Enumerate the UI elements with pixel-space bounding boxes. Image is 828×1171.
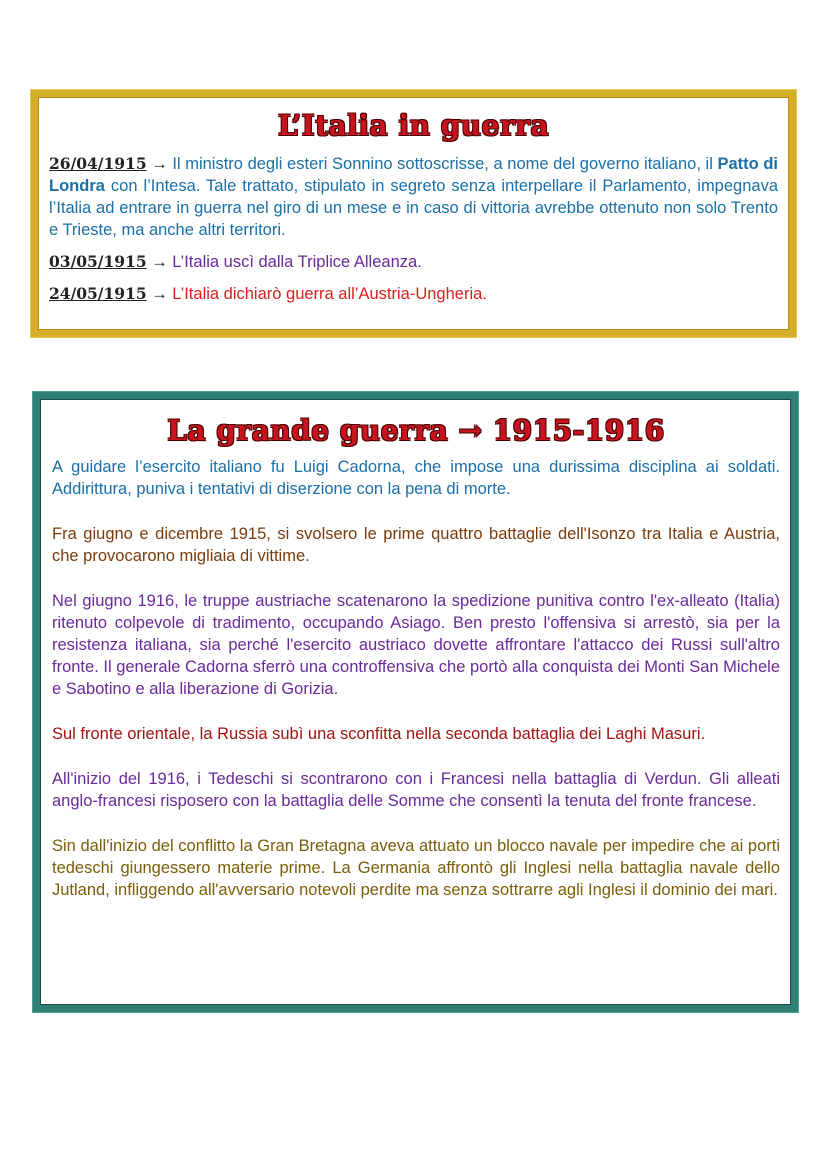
- great-war-box: [33, 392, 798, 1012]
- entry-text: L’Italia uscì dalla Triplice Alleanza.: [167, 253, 422, 271]
- entry-date: 26/04/1915: [49, 154, 147, 173]
- paragraph-isonzo: Fra giugno e dicembre 1915, si svolsero le prime quattro battaglie dell'Isonzo tra Italia e Austria, che provocarono migliaia di vittime.: [52, 525, 780, 565]
- paragraph-masuri: Sul fronte orientale, la Russia subì una sconfitta nella seconda battaglia dei Laghi Masuri.: [52, 725, 706, 743]
- entry-date: 03/05/1915: [49, 252, 147, 271]
- entry-text: L’Italia dichiarò guerra all’Austria-Ungheria.: [167, 285, 487, 303]
- paragraph-asiago: Nel giugno 1916, le truppe austriache scatenarono la spedizione punitiva contro l'ex-alleato (Italia) ritenuto colpevole di tradimento, occupando Asiago. Ben presto l'offensiva si arrestò, sia per la resistenza italiana, sia perché l'esercito austriaco dovette affrontare l'attacco dei Russi sull'altro fronte. Il generale Cadorna sferrò una controffensiva che portò alla conquista dei Monti San Michele e Sabotino e alla liberazione di Gorizia.: [52, 592, 780, 698]
- italy-at-war-box: [31, 90, 796, 337]
- entry-declaration-of-war: [49, 283, 778, 305]
- paragraph-cadorna: A guidare l’esercito italiano fu Luigi Cadorna, che impose una durissima disciplina ai soldati. Addirittura, puniva i tentativi di diserzione con la pena di morte.: [52, 458, 780, 498]
- arrow-icon: →: [151, 285, 168, 303]
- section2-title: La grande guerra → 1915-1916: [167, 414, 665, 447]
- entry-bold-text: Patto di Londra: [49, 155, 779, 195]
- section1-title: L’Italia in guerra: [277, 109, 550, 142]
- entry-triplice-alleanza: [49, 251, 778, 273]
- paragraph-jutland: Sin dall'inizio del conflitto la Gran Bretagna aveva attuato un blocco navale per impedire che ai porti tedeschi giungessero materie prime. La Germania affrontò gli Inglesi nella battaglia navale dello Jutland, infliggendo all'avversario notevoli perdite ma senza sottrarre agli Inglesi il dominio dei mari.: [52, 837, 780, 899]
- paragraph-verdun: All'inizio del 1916, i Tedeschi si scontrarono con i Francesi nella battaglia di Verdun. Gli alleati anglo-francesi risposero con la battaglia delle Somme che consentì la tenuta del fronte francese.: [52, 770, 780, 810]
- entry-text: Il ministro degli esteri Sonnino sottoscrisse, a nome del governo italiano, il: [167, 155, 718, 173]
- entry-date: 24/05/1915: [49, 284, 147, 303]
- entry-text: con l’Intesa. Tale trattato, stipulato in segreto senza interpellare il Parlamento, impegnava l’Italia ad entrare in guerra nel giro di un mese e in caso di vittoria avrebbe ottenuto non solo Trento e Trieste, ma anche altri territori.: [49, 177, 778, 239]
- entry-patto-di-londra: [49, 153, 778, 241]
- arrow-icon: →: [151, 253, 168, 271]
- arrow-icon: →: [151, 155, 168, 173]
